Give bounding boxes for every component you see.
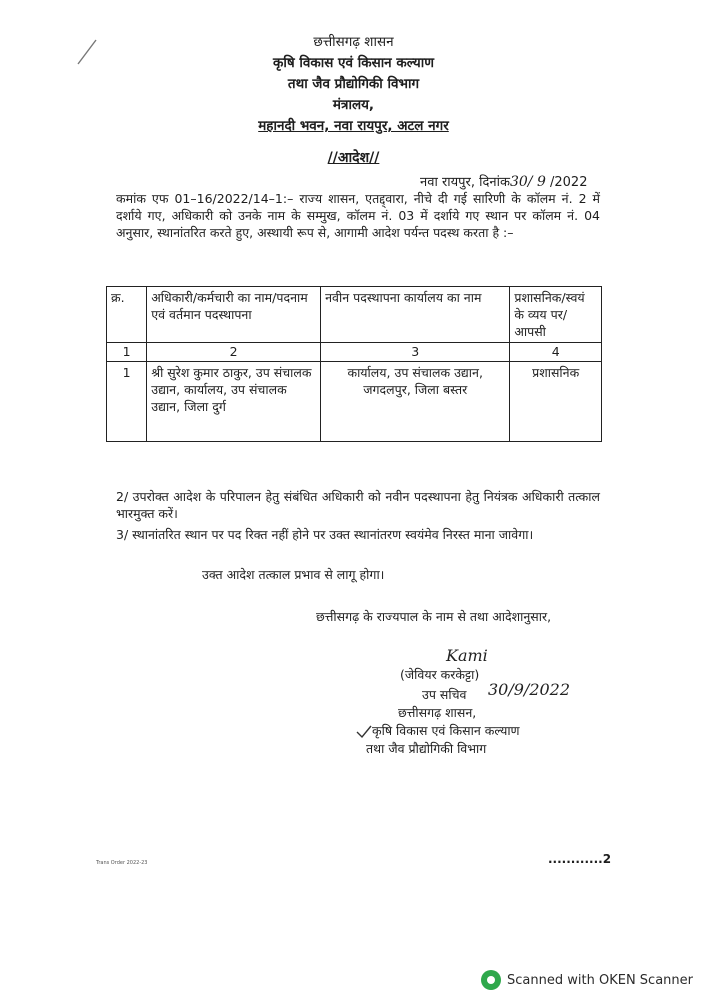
date-year: /2022 bbox=[550, 175, 588, 190]
date-line bbox=[420, 172, 587, 190]
header-type: प्रशासनिक/स्वयं के व्यय पर/ आपसी bbox=[510, 287, 602, 343]
table-column-number-row bbox=[107, 343, 602, 362]
intro-paragraph: कमांक एफ 01–16/2022/14–1:– राज्य शासन, एतद्द्वारा, नीचे दी गई सारिणी के कॉलम नं. 2 में दर्शाये गए, अधिकारी को उनके नाम के सम्मुख, कॉलम नं. 03 में दर्शाये गए स्थान पर कॉलम नं. 04 अनुसार, स्थानांतरित करते हुए, अस्थायी रूप से, आगामी आदेश पर्यन्त पदस्थ करता है :– bbox=[116, 191, 600, 240]
scanner-watermark bbox=[481, 970, 693, 990]
header-officer: अधिकारी/कर्मचारी का नाम/पदनाम एवं वर्तमान पदस्थापना bbox=[147, 287, 321, 343]
header-line-1: छत्तीसगढ़ शासन bbox=[313, 34, 394, 50]
row-sno: 1 bbox=[107, 362, 147, 442]
letterhead bbox=[0, 32, 707, 137]
page-continue-marker: ............2 bbox=[548, 852, 612, 866]
signatory-designation: उप सचिव bbox=[422, 687, 467, 702]
checkmark-icon bbox=[356, 725, 372, 739]
scanner-logo-icon bbox=[481, 970, 501, 990]
header-line-5: महानदी भवन, नवा रायपुर, अटल नगर bbox=[258, 118, 449, 134]
header-line-3: तथा जैव प्रौद्योगिकी विभाग bbox=[287, 76, 420, 92]
paragraph-2: 2/ उपरोक्त आदेश के परिपालन हेतु संबंधित अधिकारी को नवीन पदस्थापना हेतु नियंत्रक अधिकारी तत्काल भारमुक्त करें। bbox=[116, 489, 600, 521]
sig-dept-line-3: तथा जैव प्रौद्योगिकी विभाग bbox=[366, 741, 487, 756]
table-header-row bbox=[107, 287, 602, 343]
scanner-text: Scanned with OKEN Scanner bbox=[507, 972, 693, 988]
footer-small-note: Trans Order 2022-23 bbox=[96, 860, 148, 866]
paragraph-3: 3/ स्थानांतरित स्थान पर पद रिक्त नहीं होने पर उक्त स्थानांतरण स्वयंमेव निरस्त माना जावेगा। bbox=[116, 527, 534, 542]
row-type: प्रशासनिक bbox=[510, 362, 602, 442]
order-title: //आदेश// bbox=[327, 150, 380, 166]
transfer-table bbox=[106, 286, 602, 442]
header-new-posting: नवीन पदस्थापना कार्यालय का नाम bbox=[321, 287, 510, 343]
header-line-4: मंत्रालय, bbox=[332, 97, 375, 113]
signatory-name: (जेवियर करकेट्टा) bbox=[400, 667, 480, 682]
sig-dept-line-1: छत्तीसगढ़ शासन, bbox=[398, 705, 477, 720]
row-new-posting: कार्यालय, उप संचालक उद्यान, जगदलपुर, जिला बस्तर bbox=[321, 362, 510, 442]
signature-handwritten-date: 30/9/2022 bbox=[488, 680, 571, 699]
colnum-3: 3 bbox=[321, 343, 510, 362]
date-prefix: नवा रायपुर, दिनांक bbox=[420, 175, 510, 190]
handwritten-signature: Kami bbox=[446, 646, 488, 665]
governor-line: छत्तीसगढ़ के राज्यपाल के नाम से तथा आदेशानुसार, bbox=[316, 609, 552, 624]
header-line-2: कृषि विकास एवं किसान कल्याण bbox=[272, 55, 435, 71]
colnum-1: 1 bbox=[107, 343, 147, 362]
row-officer: श्री सुरेश कुमार ठाकुर, उप संचालक उद्यान, कार्यालय, उप संचालक उद्यान, जिला दुर्ग bbox=[147, 362, 321, 442]
colnum-2: 2 bbox=[147, 343, 321, 362]
date-handwritten: 30/ 9 bbox=[509, 174, 546, 190]
table-row bbox=[107, 362, 602, 442]
effect-line: उक्त आदेश तत्काल प्रभाव से लागू होगा। bbox=[202, 567, 385, 582]
header-sno: क्र. bbox=[107, 287, 147, 343]
colnum-4: 4 bbox=[510, 343, 602, 362]
sig-dept-line-2: कृषि विकास एवं किसान कल्याण bbox=[372, 723, 520, 738]
